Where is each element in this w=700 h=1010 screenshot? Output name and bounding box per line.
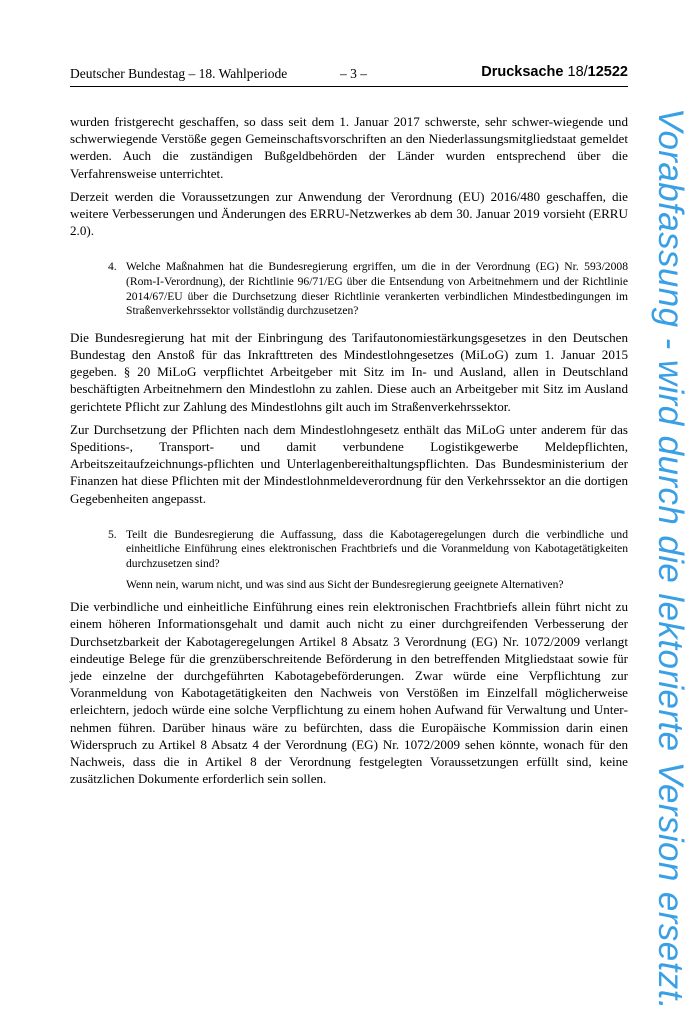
paragraph-5: Die verbindliche und einheitliche Einführung eines rein elektronischen Frachtbriefs allein führt nicht zu einem höheren Informationsgehalt und damit auch nicht zu einer durchgreifenden Verbesserung der Durchsetzbarkeit der Kabotageregelungen Artikel 8 Absatz 3 Verordnung (EG) Nr. 1072/2009 verlangt eindeutige Belege für die grenzüberschreitende Beförderung in den betreffenden Mitgliedstaat sowie für jede einzelne der durchgeführten Kabotagebeförderungen. Zwar würde eine Verpflichtung zur Voranmeldung von Kabotagetätigkeiten den Nachweis von Verstößen im Einzelfall möglicherweise erleichtern, jedoch würde eine solche Verpflichtung zu einem hohen Aufwand für Verwaltung und Unternehmen führen. Darüber hinaus wäre zu befürchten, dass die Europäische Kommission darin einen Widerspruch zu Artikel 8 Absatz 4 der Verordnung (EG) Nr. 1072/2009 sehen könnte, wonach für den Nachweis, dass die in Artikel 8 der Verordnung festgelegten Voraussetzungen erfüllt sind, keine zusätzlichen Dokumente erforderlich sein sollen. [70, 599, 628, 787]
doc-number-suffix: 12522 [587, 64, 628, 80]
question-4 [70, 260, 628, 318]
question-number: 4. [108, 260, 117, 274]
question-5-followup: Wenn nein, warum nicht, und was sind aus Sicht der Bundesregierung geeignete Alternativen? [126, 577, 564, 591]
paragraph-2: Derzeit werden die Voraussetzungen zur Anwendung der Verordnung (EU) 2016/480 geschaffen, die weitere Verbesserungen und Änderungen des ERRU-Netzwerkes ab dem 30. Januar 2019 vorsieht (ERRU 2.0). [70, 188, 628, 239]
question-number: 5. [108, 527, 117, 541]
paragraph-4: Zur Durchsetzung der Pflichten nach dem Mindestlohngesetz enthält das MiLoG unter anderem für das Speditions-, Transport- und damit verbundene Logistikgewerbe Meldepflichten, Arbeitszeitaufzeichnungs-pflichten und Unterlagenbereithaltungspflichten. Das Bundesministerium der Finanzen hat diese Pflichten mit der Mindestlohnmeldeverordnung für den Verkehrssektor an die dortigen Gegebenheiten angepasst. [70, 421, 628, 506]
question-5 [70, 528, 628, 572]
question-text: Teilt die Bundesregierung die Auffassung, dass die Kabotageregelungen durch die verbindliche und einheitliche Einführung eines elektronischen Frachtbriefs und die Voranmeldung von Kabotagetätigkeiten durchzusetzen sind? [126, 527, 628, 571]
header-rule [70, 86, 628, 87]
document-body [70, 113, 628, 793]
paragraph-3: Die Bundesregierung hat mit der Einbringung des Tarifautonomiestärkungsgesetzes in den Deutschen Bundestag den Anstoß für das Inkrafttreten des Mindestlohngesetzes (MiLoG) zum 1. Januar 2015 gegeben. § 20 MiLoG verpflichtet Arbeitgeber mit Sitz im In- und Ausland, allen in Deutschland beschäftigten Arbeitnehmern den Mindestlohn zu zahlen. Diese auch an Arbeitgeber mit Sitz im Ausland gerichtete Pflicht zur Zahlung des Mindestlohns gilt auch im Straßenverkehrssektor. [70, 329, 628, 414]
paragraph-1: wurden fristgerecht geschaffen, so dass seit dem 1. Januar 2017 schwerste, sehr schwer-wiegende und schwerwiegende Verstöße gegen Gemeinschaftsvorschriften an den Niederlassungsmitgliedstaat gemeldet werden. Auch die zuständigen Bußgeldbehörden der Länder wurden entsprechend über die Verfahrensweise unterrichtet. [70, 114, 628, 181]
page-number: – 3 – [340, 66, 367, 81]
question-text: Welche Maßnahmen hat die Bundesregierung ergriffen, um die in der Verordnung (EG) Nr. 593/2008 (Rom-I-Verordnung), der Richtlinie 96/71/EG über die Entsendung von Arbeitnehmern und der Richtlinie 2014/67/EU über die Durchsetzung dieser Richtlinie verankerten verbindlichen Mindestbedingungen im Straßenverkehrssektor vollständig durchzusetzen? [126, 260, 628, 318]
doc-label: Drucksache [481, 64, 564, 80]
header-parliament: Deutscher Bundestag – 18. Wahlperiode [70, 66, 288, 81]
document-number [481, 64, 628, 80]
doc-number-prefix: 18/ [567, 64, 588, 80]
watermark-text: Vorabfassung - wird durch die lektorierte Version ersetzt. [651, 108, 690, 1010]
draft-watermark [647, 108, 697, 1010]
page-header [70, 66, 628, 84]
